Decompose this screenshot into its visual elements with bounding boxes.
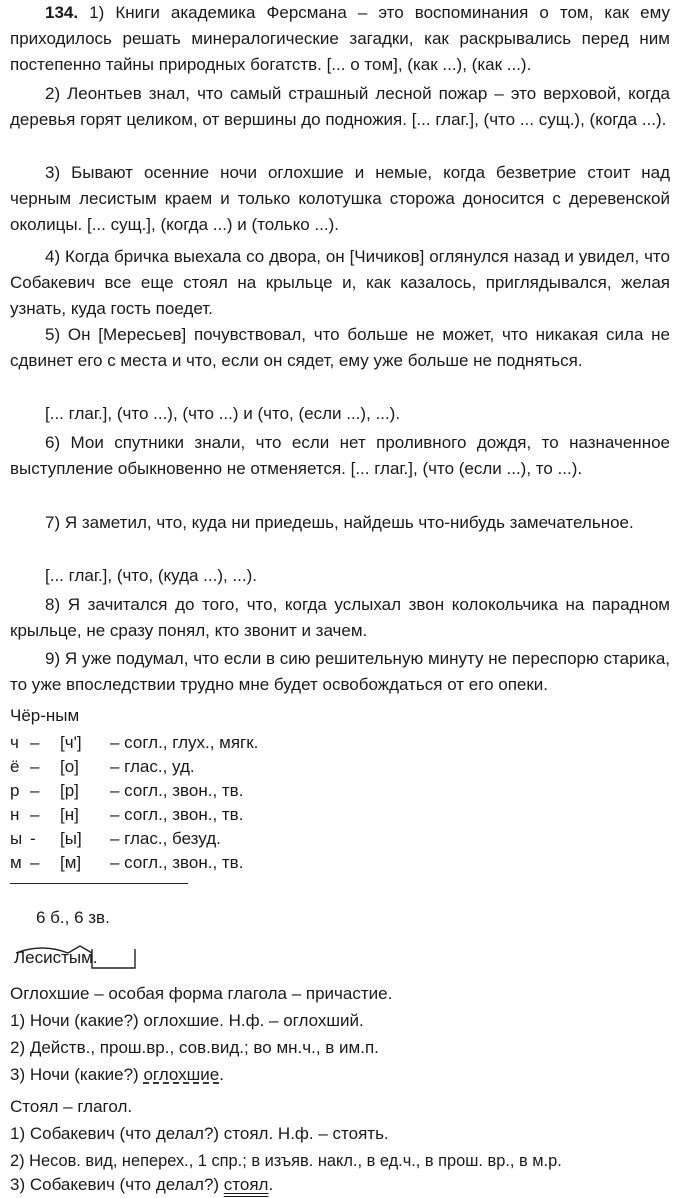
- line-prefix: 3) Ночи (какие?): [10, 1065, 144, 1084]
- dash: –: [30, 781, 40, 800]
- exercise-item-9: 9) Я уже подумал, что если в сию решительную минуту не переспорю старика, то уже впоследствии трудно мне будет освобождаться от его опеки.: [10, 649, 670, 694]
- verb-line: Стоял – глагол.: [10, 1097, 133, 1116]
- sound: [р]: [60, 781, 79, 800]
- sound-desc: – согл., глух., мягк.: [110, 733, 259, 752]
- exercise-item-1: [10, 0, 670, 78]
- participle-line: [10, 1062, 224, 1088]
- exercise-item-2: 2) Леонтьев знал, что самый страшный лесной пожар – это верховой, когда деревья горят целиком, от вершины до подножия. [... глаг.], (что ... сущ.), (когда ...).: [10, 84, 670, 129]
- letter: м: [10, 853, 22, 872]
- line-suffix: .: [219, 1065, 224, 1084]
- dash: –: [30, 805, 40, 824]
- dash: –: [30, 853, 40, 872]
- letter: ч: [10, 733, 19, 752]
- sound: [о]: [60, 757, 79, 776]
- letter: ы: [10, 829, 23, 848]
- sound: [ы]: [60, 829, 82, 848]
- morphemic-word: Лесистым.: [14, 948, 98, 967]
- exercise-item-6: 6) Мои спутники знали, что если нет проливного дождя, то назначенное выступление обыкновенно не отменяется. [... глаг.], (что (если ...), то ...).: [10, 433, 670, 478]
- sound-desc: – согл., звон., тв.: [110, 853, 244, 872]
- sound-desc: – согл., звон., тв.: [110, 781, 244, 800]
- phonetic-summary: 6 б., 6 зв.: [36, 908, 110, 927]
- letter: р: [10, 781, 20, 800]
- participle-line: 2) Действ., прош.вр., сов.вид.; во мн.ч., в им.п.: [10, 1038, 379, 1057]
- line-prefix: 3) Собакевич (что делал?): [10, 1175, 224, 1194]
- exercise-item-5: 5) Он [Мересьев] почувствовал, что больше не может, что никакая сила не сдвинет его с места и что, если он сядет, ему уже больше не подняться.: [10, 325, 670, 370]
- morphemic-analysis: [10, 944, 150, 972]
- exercise-item-8: 8) Я зачитался до того, что, когда услыхал звон колокольчика на парадном крыльце, не сразу понял, кто звонит и зачем.: [10, 595, 670, 640]
- exercise-scheme-7: [... глаг.], (что, (куда ...), ...).: [45, 566, 258, 585]
- exercise-item-4: 4) Когда бричка выехала со двора, он [Чичиков] оглянулся назад и увидел, что Собакевич все еще стоял на крыльце и, как казалось, приглядывался, желая узнать, куда гость поедет.: [10, 247, 670, 318]
- letter: ё: [10, 757, 20, 776]
- participle-line: 1) Ночи (какие?) оглохшие. Н.ф. – оглохший.: [10, 1011, 364, 1030]
- exercise-number: 134.: [45, 3, 79, 22]
- sound-desc: – согл., звон., тв.: [110, 805, 244, 824]
- exercise-item-3: 3) Бывают осенние ночи оглохшие и немые, когда безветрие стоит над черным лесистым краем и только колотушка сторожа доносится с деревенской околицы. [... сущ.], (когда ...) и (только ...).: [10, 163, 670, 234]
- sound: [ч']: [60, 733, 82, 752]
- dash: –: [30, 757, 40, 776]
- phonetic-word: Чёр-ным: [10, 706, 80, 725]
- dash: –: [30, 733, 40, 752]
- letter: н: [10, 805, 20, 824]
- verb-line: 1) Собакевич (что делал?) стоял. Н.ф. – стоять.: [10, 1124, 389, 1143]
- verb-line: [10, 1172, 273, 1198]
- sound-desc: – глас., уд.: [110, 757, 195, 776]
- verb-line: 2) Несов. вид, неперех., 1 спр.; в изъяв. накл., в ед.ч., в прош. вр., в м.р.: [10, 1152, 562, 1170]
- exercise-scheme-5: [... глаг.], (что ...), (что ...) и (что, (если ...), ...).: [45, 404, 401, 423]
- predicate-underlined-word: стоял: [223, 1175, 269, 1194]
- sound-desc: – глас., безуд.: [110, 829, 221, 848]
- dash: -: [30, 829, 36, 848]
- sound: [н]: [60, 805, 79, 824]
- item-text: 1) Книги академика Ферсмана – это воспоминания о том, как ему приходилось решать минералогические загадки, как раскрывались перед ним постепенно тайны природных богатств. [... о том], (как ...), (как ...).: [10, 3, 670, 74]
- exercise-item-7: 7) Я заметил, что, куда ни приедешь, найдешь что-нибудь замечательное.: [45, 513, 634, 532]
- line-suffix: .: [268, 1175, 274, 1194]
- sound: [м]: [60, 853, 82, 872]
- participle-line: Оглохшие – особая форма глагола – причастие.: [10, 984, 393, 1003]
- divider-rule: [10, 883, 188, 884]
- definition-underlined-word: оглохшие: [143, 1065, 220, 1084]
